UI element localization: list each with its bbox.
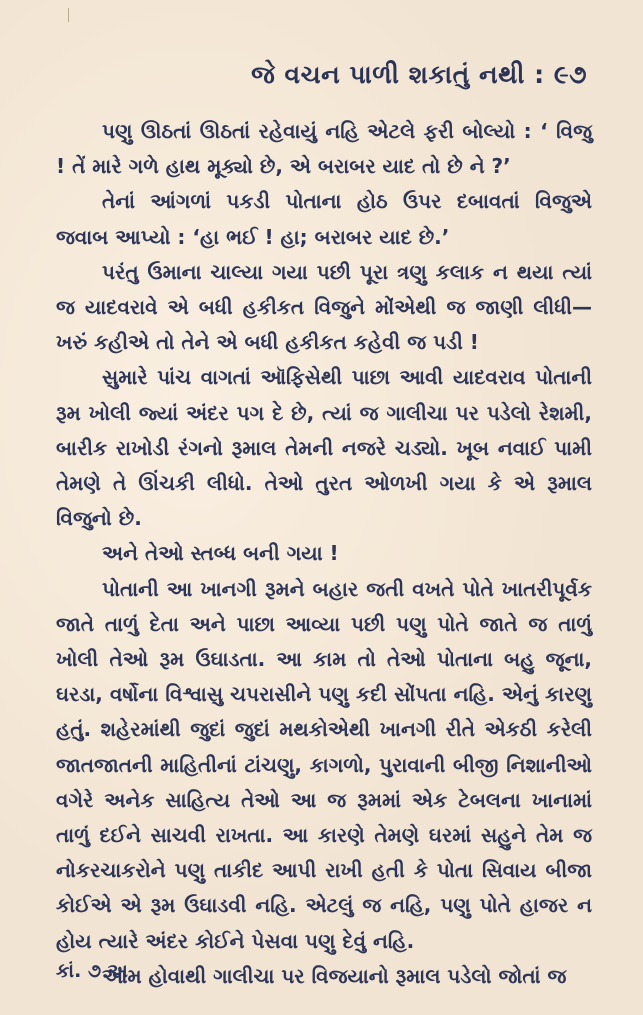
paper-blemish (68, 8, 69, 22)
paragraph-2: તેનાં આંગળાં પકડી પોતાના હોઠ ઉપર દબાવતાં વિજુએ જવાબ આપ્યો : ‘હા ભઈ ! હા; બરાબર યાદ છે.’ (56, 189, 592, 249)
paragraph-3: પરંતુ ઉમાના ચાલ્યા ગયા પછી પૂરા ત્રણુ કલાક ન થયા ત્યાં જ યાદવરાવે એ બધી હકીકત વિજુને મોંએથી જ જાણી લીધી—ખરું કહીએ તો તેને એ બધી હકીકત કહેવી જ પડી ! (56, 259, 592, 355)
paragraph-4: સુમારે પાંચ વાગતાં ઑફિસેથી પાછા આવી યાદવરાવ પોતાની રૂમ ખોલી જ્યાં અંદર પગ દે છે, ત્યાં જ ગાલીચા પર પડેલો રેશમી, બારીક રાખોડી રંગનો રૂમાલ તેમની નજરે ચડ્યો. ખૂબ નવાઈ પામી તેમણે તે ઊંચકી લીધો. તેઓ તુરત ઓળખી ગયા કે એ રૂમાલ વિજુનો છે. (56, 365, 592, 531)
paragraph-1: પણુ ઊઠતાં ઊઠતાં રહેવાયું નહિ એટલે ફરી બોલ્યો : ‘ વિજુ ! તેં મારે ગળે હાથ મૂક્યો છે, એ બરાબર યાદ તો છે ને ?’ (56, 119, 592, 179)
paragraph-5: અને તેઓ સ્તબ્ધ બની ગયા ! (102, 541, 339, 566)
paragraph-6: પોતાની આ ખાનગી રૂમને બહાર જતી વખતે પોતે ખાતરીપૂર્વક જાતે તાળું દેતા અને પાછા આવ્યા પછી પણુ પોતે જાતે જ તાળું ખોલી તેઓ રૂમ ઉઘાડતા. આ કામ તો તેઓ પોતાના બહુ જૂના, ઘરડા, વર્ષોના વિશ્વાસુ ચપરાસીને પણુ કદી સોંપતા નહિ. એનું કારણુ હતું. શહેરમાંથી જુદાં જુદાં મથકોએથી ખાનગી રીતે એકઠી કરેલી જાતજાતની માહિતીનાં ટાંચણુ, કાગળો, પુરાવાની બીજી નિશાનીઓ વગેરે અનેક સાહિત્ય તેઓ આ જ રૂમમાં એક ટેબલના ખાનામાં તાળું દઈને સાચવી રાખતા. આ કારણે તેમણે ઘરમાં સહુને તેમ જ નોકરચાકરોને પણુ તાકીદ આપી રાખી હતી કે પોતા સિવાય બીજા કોઈએ એ રૂમ ઉઘાડવી નહિ. એટલું જ નહિ, પણુ પોતે હાજર ન હોય ત્યારે અંદર કોઈને પેસવા પણુ દેવું નહિ. (56, 576, 592, 953)
running-header: જે વચન પાળી શકાતું નથી : ૯૭ (251, 60, 587, 89)
paragraph-7: આમ હોવાથી ગાલીચા પર વિજયાનો રૂમાલ પડેલો જોતાં જ (102, 963, 567, 988)
body-text (56, 114, 592, 994)
signature-mark: કાં. ૭ અ (56, 960, 128, 982)
